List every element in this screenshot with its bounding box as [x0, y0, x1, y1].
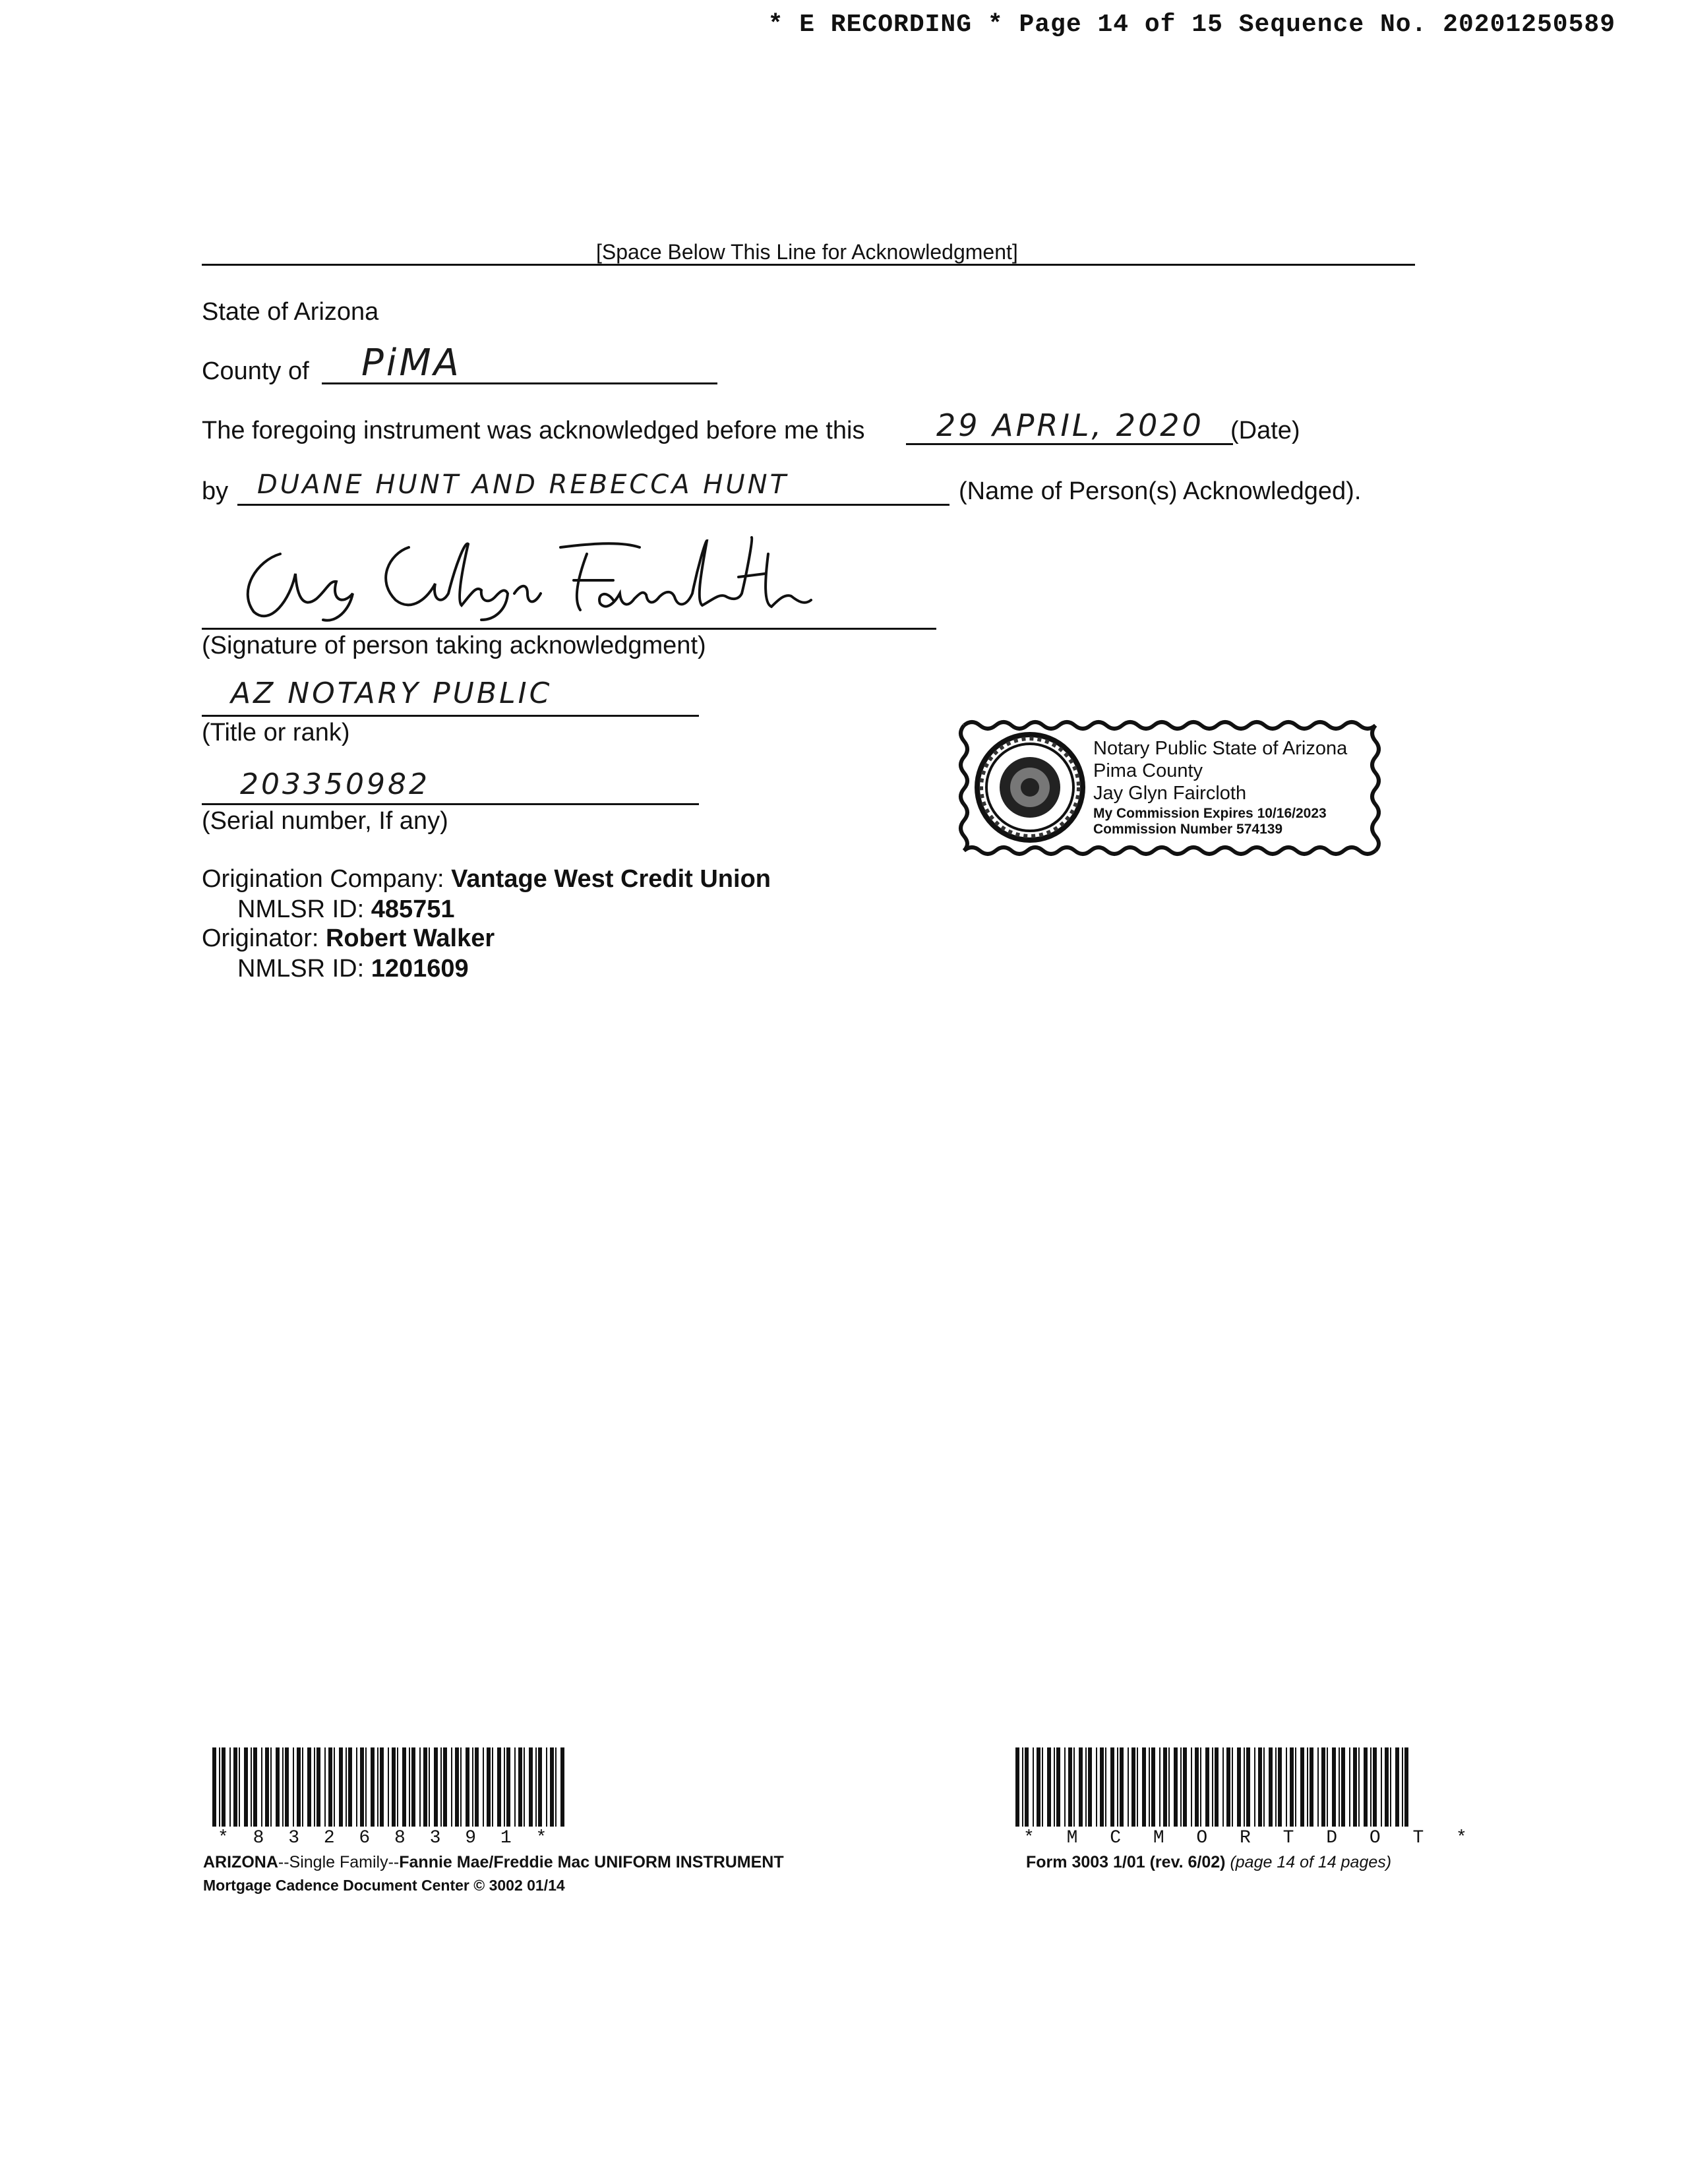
- footer-page-count: (page 14 of 14 pages): [1230, 1853, 1392, 1871]
- barcode-left-digits: * 8 3 2 6 8 3 9 1 *: [218, 1828, 554, 1848]
- barcode-bar: [265, 1747, 269, 1827]
- barcode-bar: [492, 1747, 493, 1827]
- barcode-bar: [1042, 1747, 1043, 1827]
- footer-left-rest: --Single Family--: [278, 1853, 400, 1871]
- company-nmlsr-line: [237, 895, 455, 924]
- barcode-bar: [356, 1747, 357, 1827]
- barcode-bar: [443, 1747, 447, 1827]
- footer-left-prefix: ARIZONA: [203, 1853, 278, 1871]
- barcode-bar: [1339, 1747, 1340, 1827]
- barcode-bar: [1137, 1747, 1138, 1827]
- barcode-bar: [1015, 1747, 1019, 1827]
- footer-left-line-1: [203, 1853, 784, 1872]
- originator-nmlsr-value: 1201609: [371, 955, 469, 983]
- barcode-bar: [560, 1747, 564, 1827]
- barcode-bar: [1205, 1747, 1209, 1827]
- barcode-bar: [1149, 1747, 1150, 1827]
- barcode-bar: [1381, 1747, 1382, 1827]
- recording-header: * E RECORDING * Page 14 of 15 Sequence No. 20201250589: [768, 11, 1615, 39]
- barcode-bar: [339, 1747, 343, 1827]
- barcode-bar: [1317, 1747, 1319, 1827]
- origination-company-label: Origination Company:: [202, 865, 444, 893]
- barcode-bar: [253, 1747, 257, 1827]
- barcode-right-digits: * M C M O R T D O T *: [1023, 1828, 1478, 1848]
- footer-right-line-1: [1026, 1853, 1391, 1872]
- barcode-bar: [239, 1747, 240, 1827]
- barcode-bar: [423, 1747, 427, 1827]
- originator-line: [202, 925, 495, 953]
- barcode-bar: [555, 1747, 557, 1827]
- date-suffix-label: (Date): [1230, 417, 1300, 444]
- barcode-bar: [475, 1747, 479, 1827]
- barcode-bar: [1327, 1747, 1328, 1827]
- barcode-bar: [307, 1747, 311, 1827]
- barcode-bar: [1073, 1747, 1075, 1827]
- originator-nmlsr-label: NMLSR ID:: [237, 955, 365, 983]
- barcode-bar: [276, 1747, 280, 1827]
- notary-signature: [218, 528, 851, 626]
- originator-nmlsr-line: [237, 955, 469, 983]
- title-underline: [202, 715, 699, 717]
- barcode-bar: [1404, 1747, 1408, 1827]
- barcode-bar: [1349, 1747, 1350, 1827]
- barcode-bar: [451, 1747, 452, 1827]
- by-label: by: [202, 477, 229, 505]
- origination-company-value: Vantage West Credit Union: [451, 865, 771, 893]
- barcode-bar: [388, 1747, 389, 1827]
- barcode-bar: [1064, 1747, 1066, 1827]
- barcode-bar: [1244, 1747, 1245, 1827]
- barcode-bar: [377, 1747, 378, 1827]
- barcode-bar: [497, 1747, 501, 1827]
- barcode-bar: [229, 1747, 231, 1827]
- barcode-bar: [487, 1747, 491, 1827]
- barcode-bar: [212, 1747, 216, 1827]
- barcode-bar: [1056, 1747, 1060, 1827]
- barcode-bar: [1142, 1747, 1146, 1827]
- barcode-bar: [328, 1747, 332, 1827]
- barcode-bar: [550, 1747, 554, 1827]
- barcode-bar: [282, 1747, 284, 1827]
- company-nmlsr-value: 485751: [371, 895, 455, 923]
- barcode-bar: [1033, 1747, 1034, 1827]
- barcode-bar: [546, 1747, 547, 1827]
- barcode-bar: [524, 1747, 525, 1827]
- footer-form-number: Form 3003 1/01 (rev. 6/02): [1026, 1853, 1226, 1871]
- barcode-bar: [1068, 1747, 1072, 1827]
- barcode-bar: [483, 1747, 484, 1827]
- barcode-bar: [1286, 1747, 1287, 1827]
- barcode-bar: [1307, 1747, 1308, 1827]
- barcode-bar: [297, 1747, 301, 1827]
- barcode-bar: [1353, 1747, 1357, 1827]
- barcode-bar: [1237, 1747, 1241, 1827]
- barcode-bar: [316, 1747, 320, 1827]
- barcode-bar: [251, 1747, 252, 1827]
- barcode-bar: [1370, 1747, 1372, 1827]
- barcode-bar: [1212, 1747, 1213, 1827]
- barcode-bar: [1332, 1747, 1336, 1827]
- barcode-bar: [1191, 1747, 1192, 1827]
- barcode-bar: [440, 1747, 442, 1827]
- seal-line-1: Notary Public State of Arizona: [1093, 738, 1348, 759]
- barcode-bar: [514, 1747, 516, 1827]
- barcode-bar: [1163, 1747, 1167, 1827]
- barcode-bar: [419, 1747, 421, 1827]
- barcode-bar: [506, 1747, 510, 1827]
- origination-company-line: [202, 865, 771, 894]
- barcode-bar: [334, 1747, 335, 1827]
- barcode-bar: [1047, 1747, 1051, 1827]
- barcode-bar: [219, 1747, 220, 1827]
- seal-line-5: Commission Number 574139: [1093, 822, 1283, 837]
- barcode-right: [1015, 1747, 1411, 1827]
- barcode-bar: [1183, 1747, 1187, 1827]
- barcode-bar: [1128, 1747, 1129, 1827]
- barcode-bar: [429, 1747, 430, 1827]
- barcode-bar: [1151, 1747, 1155, 1827]
- barcode-bar: [1079, 1747, 1083, 1827]
- barcode-bar: [324, 1747, 326, 1827]
- barcode-bar: [1269, 1747, 1273, 1827]
- barcode-bar: [1275, 1747, 1277, 1827]
- seal-line-3: Jay Glyn Faircloth: [1093, 783, 1247, 804]
- footer-left-bold: Fannie Mae/Freddie Mac UNIFORM INSTRUMENT: [399, 1853, 784, 1871]
- persons-underline: [237, 504, 950, 506]
- barcode-bar: [380, 1747, 384, 1827]
- barcode-bar: [1373, 1747, 1377, 1827]
- seal-line-2: Pima County: [1093, 760, 1203, 781]
- barcode-bar: [348, 1747, 352, 1827]
- barcode-bar: [1232, 1747, 1233, 1827]
- barcode-bar: [1254, 1747, 1255, 1827]
- barcode-bar: [1290, 1747, 1294, 1827]
- barcode-bar: [1096, 1747, 1097, 1827]
- barcode-bar: [466, 1747, 469, 1827]
- barcode-bar: [434, 1747, 438, 1827]
- date-underline: [906, 443, 1233, 445]
- barcode-bar: [1390, 1747, 1391, 1827]
- persons-suffix-label: (Name of Person(s) Acknowledged).: [959, 477, 1362, 505]
- barcode-bar: [1159, 1747, 1160, 1827]
- company-nmlsr-label: NMLSR ID:: [237, 895, 365, 923]
- barcode-bar: [1395, 1747, 1399, 1827]
- barcode-bar: [1037, 1747, 1040, 1827]
- originator-value: Robert Walker: [325, 925, 495, 952]
- barcode-bar: [1226, 1747, 1230, 1827]
- barcode-bar: [1054, 1747, 1055, 1827]
- barcode-bar: [392, 1747, 396, 1827]
- notary-seal-stamp: [957, 719, 1381, 857]
- signature-caption: (Signature of person taking acknowledgment): [202, 632, 706, 659]
- date-handwritten-value: 29 APRIL, 2020: [936, 408, 1204, 443]
- barcode-bar: [261, 1747, 262, 1827]
- barcode-bar: [504, 1747, 505, 1827]
- barcode-bar: [293, 1747, 294, 1827]
- barcode-bar: [222, 1747, 226, 1827]
- county-handwritten-value: PiMA: [361, 342, 462, 384]
- foregoing-label: The foregoing instrument was acknowledged before me this: [202, 417, 865, 444]
- signature-underline: [202, 628, 936, 630]
- barcode-bar: [1117, 1747, 1118, 1827]
- county-label: County of: [202, 357, 309, 385]
- barcode-bar: [518, 1747, 522, 1827]
- barcode-bar: [1215, 1747, 1219, 1827]
- barcode-bar: [1278, 1747, 1282, 1827]
- serial-underline: [202, 803, 699, 805]
- barcode-bar: [1385, 1747, 1389, 1827]
- barcode-bar: [346, 1747, 347, 1827]
- title-handwritten-value: AZ NOTARY PUBLIC: [231, 677, 553, 710]
- barcode-bar: [460, 1747, 462, 1827]
- barcode-bar: [1088, 1747, 1092, 1827]
- barcode-bar: [1402, 1747, 1403, 1827]
- barcode-bar: [529, 1747, 533, 1827]
- barcode-bar: [285, 1747, 289, 1827]
- barcode-bar: [538, 1747, 542, 1827]
- barcode-bar: [1310, 1747, 1313, 1827]
- barcode-bar: [1085, 1747, 1087, 1827]
- barcode-bar: [270, 1747, 272, 1827]
- barcode-bar: [1295, 1747, 1296, 1827]
- barcode-bar: [302, 1747, 303, 1827]
- barcode-bar: [233, 1747, 237, 1827]
- barcode-bar: [1321, 1747, 1325, 1827]
- barcode-bar: [409, 1747, 410, 1827]
- title-caption: (Title or rank): [202, 719, 350, 746]
- barcode-bar: [1174, 1747, 1178, 1827]
- barcode-bar: [365, 1747, 367, 1827]
- barcode-bar: [397, 1747, 398, 1827]
- barcode-bar: [472, 1747, 473, 1827]
- barcode-bar: [1246, 1747, 1250, 1827]
- barcode-bar: [1222, 1747, 1224, 1827]
- barcode-bar: [1195, 1747, 1199, 1827]
- space-below-line-label: [Space Below This Line for Acknowledgment]: [596, 240, 1018, 264]
- barcode-bar: [1258, 1747, 1262, 1827]
- barcode-bar: [1025, 1747, 1029, 1827]
- barcode-bar: [455, 1747, 459, 1827]
- barcode-bar: [1341, 1747, 1345, 1827]
- barcode-bar: [535, 1747, 537, 1827]
- barcode-bar: [360, 1747, 364, 1827]
- barcode-bar: [244, 1747, 248, 1827]
- barcode-bar: [1110, 1747, 1114, 1827]
- barcode-bar: [1263, 1747, 1265, 1827]
- footer-left-line-2: Mortgage Cadence Document Center © 3002 01/14: [203, 1877, 565, 1894]
- barcode-bar: [1300, 1747, 1304, 1827]
- barcode-bar: [1358, 1747, 1360, 1827]
- barcode-left: [212, 1747, 568, 1827]
- barcode-bar: [1105, 1747, 1106, 1827]
- barcode-bar: [1180, 1747, 1182, 1827]
- state-label: State of Arizona: [202, 298, 379, 326]
- barcode-bar: [1100, 1747, 1104, 1827]
- barcode-bar: [314, 1747, 315, 1827]
- barcode-bar: [1120, 1747, 1124, 1827]
- serial-handwritten-value: 203350982: [240, 768, 430, 801]
- barcode-bar: [1022, 1747, 1023, 1827]
- serial-caption: (Serial number, If any): [202, 807, 448, 835]
- barcode-bar: [371, 1747, 375, 1827]
- persons-handwritten-value: DUANE HUNT AND REBECCA HUNT: [257, 470, 789, 500]
- barcode-bar: [411, 1747, 415, 1827]
- seal-line-4: My Commission Expires 10/16/2023: [1093, 806, 1327, 821]
- barcode-bar: [1364, 1747, 1368, 1827]
- barcode-bar: [1131, 1747, 1135, 1827]
- barcode-bar: [402, 1747, 406, 1827]
- barcode-bar: [1168, 1747, 1170, 1827]
- originator-label: Originator:: [202, 925, 319, 952]
- barcode-bar: [1200, 1747, 1201, 1827]
